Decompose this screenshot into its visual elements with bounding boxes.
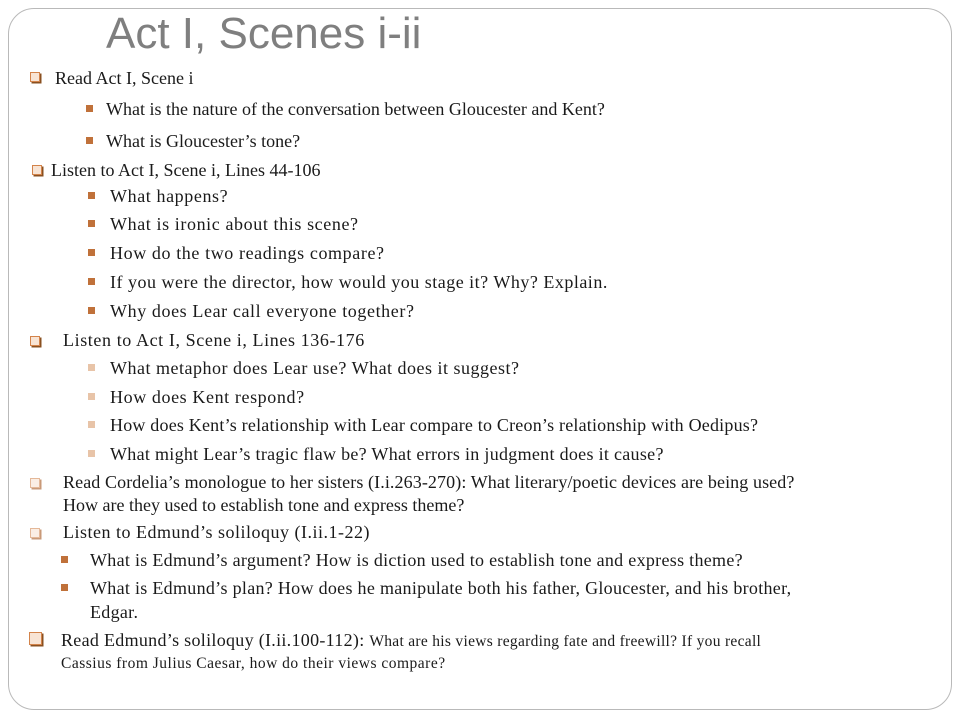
filled-square-bullet-icon (86, 105, 93, 112)
hollow-square-bullet-icon (30, 336, 40, 346)
sub-bullet-text: What is Edmund’s argument? How is diction used to establish tone and express theme? (90, 550, 743, 570)
bullet-text-lead: Read Edmund’s soliloquy (I.ii.100-112): (61, 630, 370, 650)
filled-square-bullet-icon (88, 393, 95, 400)
filled-square-bullet-icon (88, 220, 95, 227)
bullet-text-continued: How are they used to establish tone and express theme? (63, 495, 465, 515)
sub-bullet-text: How do the two readings compare? (110, 243, 385, 263)
filled-square-bullet-icon (88, 278, 95, 285)
filled-square-bullet-icon (61, 556, 68, 563)
sub-bullet-text: What metaphor does Lear use? What does it suggest? (110, 358, 520, 378)
bullet-text: Read Cordelia’s monologue to her sisters (I.i.263-270): What literary/poetic devices are being used? (63, 472, 795, 492)
filled-square-bullet-icon (61, 584, 68, 591)
hollow-square-bullet-icon (29, 632, 42, 645)
bullet-text-tail: What are his views regarding fate and freewill? If you recall (369, 633, 762, 650)
sub-bullet-text: What might Lear’s tragic flaw be? What errors in judgment does it cause? (110, 444, 664, 464)
filled-square-bullet-icon (88, 192, 95, 199)
filled-square-bullet-icon (88, 307, 95, 314)
sub-bullet-text: What is Gloucester’s tone? (106, 131, 301, 151)
slide-title: Act I, Scenes i-ii (106, 9, 422, 58)
bullet-text-continued: Cassius from Julius Caesar, how do their views compare? (61, 655, 446, 672)
sub-bullet-text: What is the nature of the conversation between Gloucester and Kent? (106, 99, 605, 119)
filled-square-bullet-icon (88, 421, 95, 428)
sub-bullet-text: What is ironic about this scene? (110, 214, 359, 234)
bullet-text (61, 628, 761, 654)
sub-bullet-text-continued: Edgar. (90, 602, 139, 622)
sub-bullet-text: What happens? (110, 186, 229, 206)
filled-square-bullet-icon (88, 249, 95, 256)
bullet-text: Listen to Edmund’s soliloquy (I.ii.1-22) (63, 522, 370, 542)
sub-bullet-text: How does Kent respond? (110, 387, 305, 407)
bullet-text: Listen to Act I, Scene i, Lines 44-106 (51, 160, 321, 180)
hollow-square-bullet-icon (30, 72, 40, 82)
hollow-square-bullet-icon (30, 528, 40, 538)
filled-square-bullet-icon (88, 364, 95, 371)
sub-bullet-text: If you were the director, how would you stage it? Why? Explain. (110, 272, 608, 292)
bullet-text: Read Act I, Scene i (55, 68, 194, 88)
bullet-text: Listen to Act I, Scene i, Lines 136-176 (63, 330, 365, 350)
filled-square-bullet-icon (88, 450, 95, 457)
hollow-square-bullet-icon (30, 478, 40, 488)
filled-square-bullet-icon (86, 137, 93, 144)
sub-bullet-text: How does Kent’s relationship with Lear compare to Creon’s relationship with Oedipus? (110, 415, 759, 435)
sub-bullet-text: Why does Lear call everyone together? (110, 301, 415, 321)
hollow-square-bullet-icon (32, 165, 42, 175)
sub-bullet-text: What is Edmund’s plan? How does he manipulate both his father, Gloucester, and his brother, (90, 578, 792, 598)
